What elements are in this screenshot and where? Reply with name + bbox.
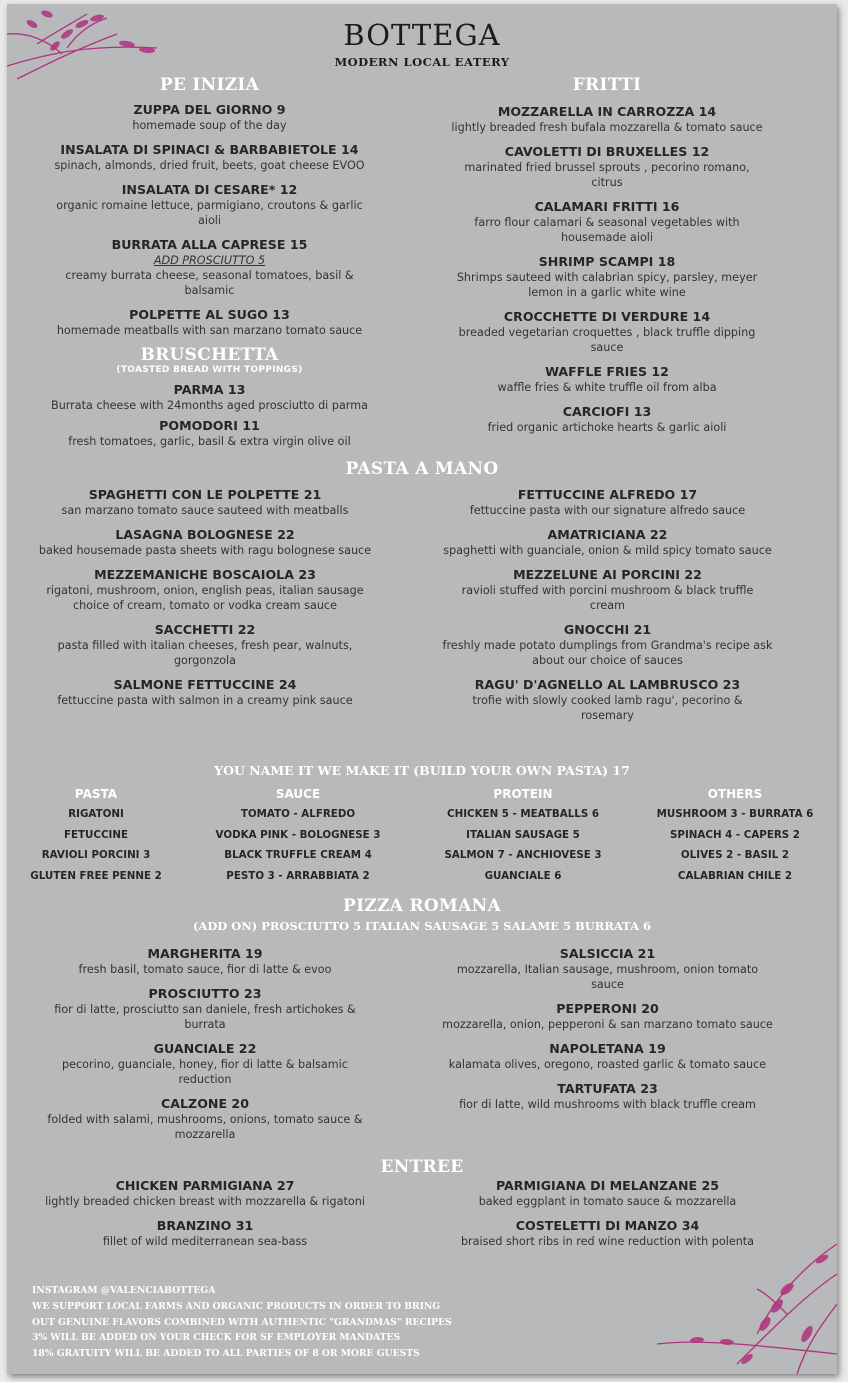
menu-item	[440, 946, 775, 992]
byo-column-heading: SAUCE	[275, 787, 321, 801]
byo-option: CHICKEN 5 - MEATBALLS 6	[447, 808, 599, 820]
item-name: CAVOLETTI DI BRUXELLES 12	[504, 144, 710, 159]
byo-option: ITALIAN SAUSAGE 5	[466, 828, 580, 841]
restaurant-tagline: MODERN LOCAL EATERY	[334, 55, 510, 69]
entree-left-list	[32, 1178, 378, 1258]
menu-item	[27, 182, 392, 228]
item-name: SACCHETTI 22	[154, 622, 256, 637]
item-description: baked eggplant in tomato sauce & mozzarella	[478, 1195, 737, 1208]
menu-item	[442, 144, 772, 190]
footer-line: 18% GRATUITY WILL BE ADDED TO ALL PARTIES OF 8 OR MORE GUESTS	[32, 1348, 420, 1360]
section-heading-fritti: FRITTI	[572, 75, 642, 95]
item-name: MOZZARELLA IN CARROZZA 14	[497, 104, 717, 119]
menu-item	[440, 1081, 775, 1112]
byo-column-heading: OTHERS	[707, 787, 763, 801]
item-description: lightly breaded chicken breast with mozzarella & rigatoni	[45, 1195, 365, 1208]
item-description: waffle fries & white truffle oil from alba	[497, 381, 717, 394]
item-name: NAPOLETANA 19	[549, 1041, 666, 1056]
item-name: SALMONE FETTUCCINE 24	[113, 677, 297, 692]
item-name: BURRATA ALLA CAPRESE 15	[111, 237, 308, 252]
pasta-left-list	[32, 487, 378, 717]
menu-item	[442, 404, 772, 435]
pizza-left-list	[32, 946, 378, 1151]
item-name: COSTELETTI DI MANZO 34	[515, 1218, 700, 1233]
byo-column-sauce	[202, 784, 394, 887]
menu-item	[440, 487, 775, 518]
byo-option: TOMATO - ALFREDO	[240, 808, 356, 820]
byo-option: RIGATONI	[68, 808, 124, 820]
item-name: MARGHERITA 19	[147, 946, 263, 961]
byo-column-others	[640, 784, 830, 887]
item-name: GNOCCHI 21	[563, 622, 652, 637]
item-name: RAGU' D'AGNELLO AL LAMBRUSCO 23	[474, 677, 741, 692]
item-description: farro flour calamari & seasonal vegetables with housemade aioli	[474, 216, 740, 244]
instagram-handle[interactable]: INSTAGRAM @VALENCIABOTTEGA	[32, 1285, 216, 1296]
item-description: baked housemade pasta sheets with ragu bolognese sauce	[38, 544, 372, 557]
menu-item	[442, 364, 772, 395]
item-description: spinach, almonds, dried fruit, beets, goat cheese EVOO	[54, 159, 365, 172]
item-description: fresh basil, tomato sauce, fior di latte & evoo	[78, 963, 332, 976]
section-heading-bruschetta: BRUSCHETTA	[140, 345, 279, 365]
section-heading-pe-inizia: PE INIZIA	[159, 75, 260, 95]
item-description: pecorino, guanciale, honey, fior di latte & balsamic reduction	[62, 1058, 348, 1086]
menu-item	[27, 418, 392, 449]
menu-item	[32, 1218, 378, 1249]
section-heading-entree: ENTREE	[380, 1157, 464, 1177]
item-name: WAFFLE FRIES 12	[545, 364, 669, 379]
byo-option: GUANCIALE 6	[484, 870, 562, 883]
item-name: PARMA 13	[173, 382, 246, 397]
item-description: pasta filled with italian cheeses, fresh pear, walnuts, gorgonzola	[57, 639, 353, 667]
item-name: LASAGNA BOLOGNESE 22	[115, 527, 295, 542]
menu-item	[440, 1041, 775, 1072]
footer-line: OUT GENUINE FLAVORS COMBINED WITH AUTHENTIC "GRANDMAS" RECIPES	[32, 1316, 452, 1328]
item-description: creamy burrata cheese, seasonal tomatoes, basil & balsamic	[65, 269, 354, 297]
menu-item	[440, 1178, 775, 1209]
section-heading-pasta-a-mano: PASTA A MANO	[345, 459, 499, 479]
byo-option: BLACK TRUFFLE CREAM 4	[224, 849, 372, 862]
menu-item	[442, 254, 772, 300]
byo-column-pasta	[7, 784, 185, 887]
item-addon-link[interactable]: ADD PROSCIUTTO 5	[153, 254, 266, 267]
restaurant-name: BOTTEGA	[343, 18, 501, 52]
menu-item	[440, 677, 775, 723]
item-name: MEZZEMANICHE BOSCAIOLA 23	[94, 567, 316, 582]
menu-item	[442, 104, 772, 135]
item-description: fior di latte, wild mushrooms with black truffle cream	[459, 1098, 756, 1111]
item-description: mozzarella, onion, pepperoni & san marzano tomato sauce	[442, 1018, 773, 1031]
item-name: CROCCHETTE DI VERDURE 14	[503, 309, 711, 324]
pe-inizia-list	[27, 102, 392, 347]
byo-option: GLUTEN FREE PENNE 2	[30, 870, 162, 883]
item-description: fior di latte, prosciutto san daniele, fresh artichokes & burrata	[54, 1003, 356, 1031]
menu-item	[32, 1041, 378, 1087]
pizza-addon-line: (ADD ON) PROSCIUTTO 5 ITALIAN SAUSAGE 5 SALAME 5 BURRATA 6	[192, 919, 652, 933]
menu-item	[440, 567, 775, 613]
menu-item	[32, 487, 378, 518]
byo-option: FETUCCINE	[63, 828, 129, 841]
item-name: CHICKEN PARMIGIANA 27	[115, 1178, 295, 1193]
item-description: marinated fried brussel sprouts , pecorino romano, citrus	[464, 161, 750, 189]
byo-option: RAVIOLI PORCINI 3	[41, 849, 151, 862]
item-name: ZUPPA DEL GIORNO 9	[133, 102, 286, 117]
item-description: fillet of wild mediterranean sea-bass	[102, 1235, 308, 1248]
byo-option: VODKA PINK - BOLOGNESE 3	[215, 828, 381, 841]
entree-right-list	[440, 1178, 775, 1258]
item-description: mozzarella, Italian sausage, mushroom, onion tomato sauce	[456, 963, 759, 991]
item-name: PARMIGIANA DI MELANZANE 25	[495, 1178, 720, 1193]
item-description: fresh tomatoes, garlic, basil & extra virgin olive oil	[68, 435, 351, 448]
pizza-right-list	[440, 946, 775, 1121]
item-name: TARTUFATA 23	[557, 1081, 658, 1096]
item-description: lightly breaded fresh bufala mozzarella & tomato sauce	[451, 121, 763, 134]
footer-notes	[32, 1283, 512, 1362]
menu-item	[32, 1096, 378, 1142]
menu-item	[442, 199, 772, 245]
menu-item	[27, 307, 392, 338]
item-name: PROSCIUTTO 23	[148, 986, 262, 1001]
menu-item	[27, 142, 392, 173]
menu-item	[440, 622, 775, 668]
item-description: folded with salami, mushrooms, onions, tomato sauce & mozzarella	[47, 1113, 363, 1141]
item-name: AMATRICIANA 22	[547, 527, 668, 542]
item-description: freshly made potato dumplings from Grandma's recipe ask about our choice of sauces	[442, 639, 773, 667]
item-name: SALSICCIA 21	[559, 946, 656, 961]
menu-item	[32, 622, 378, 668]
menu-item	[440, 1218, 775, 1249]
byo-option: PESTO 3 - ARRABBIATA 2	[226, 870, 370, 883]
fritti-list	[442, 104, 772, 444]
menu-item	[440, 1001, 775, 1032]
item-description: homemade meatballs with san marzano tomato sauce	[56, 324, 363, 337]
item-description: homemade soup of the day	[132, 119, 287, 132]
menu-item	[32, 986, 378, 1032]
byo-column-protein	[427, 784, 619, 887]
footer-line: 3% WILL BE ADDED ON YOUR CHECK FOR SF EMPLOYER MANDATES	[32, 1332, 401, 1344]
byo-column-heading: PASTA	[74, 787, 118, 801]
section-heading-pizza-romana: PIZZA ROMANA	[343, 896, 501, 916]
menu-page	[7, 4, 837, 1374]
item-description: kalamata olives, oregono, roasted garlic & tomato sauce	[448, 1058, 767, 1071]
menu-item	[442, 309, 772, 355]
byo-option: MUSHROOM 3 - BURRATA 6	[656, 808, 814, 820]
menu-item	[27, 237, 392, 298]
item-description: spaghetti with guanciale, onion & mild spicy tomato sauce	[443, 544, 772, 557]
item-description: rigatoni, mushroom, onion, english peas, italian sausage choice of cream, tomato or vodka cream sauce	[46, 584, 364, 612]
item-description: fried organic artichoke hearts & garlic aioli	[487, 421, 727, 434]
item-name: MEZZELUNE AI PORCINI 22	[513, 567, 702, 582]
item-description: trofie with slowly cooked lamb ragu', pecorino & rosemary	[472, 694, 743, 722]
footer-line: WE SUPPORT LOCAL FARMS AND ORGANIC PRODUCTS IN ORDER TO BRING	[32, 1300, 441, 1312]
menu-item	[440, 527, 775, 558]
pasta-right-list	[440, 487, 775, 732]
item-description: san marzano tomato sauce sauteed with meatballs	[61, 504, 349, 517]
menu-item	[27, 382, 392, 413]
menu-item	[32, 527, 378, 558]
item-name: PEPPERONI 20	[556, 1001, 659, 1016]
item-description: fettuccine pasta with salmon in a creamy pink sauce	[57, 694, 353, 707]
item-name: POMODORI 11	[159, 418, 260, 433]
menu-item	[32, 567, 378, 613]
item-description: Shrimps sauteed with calabrian spicy, parsley, meyer lemon in a garlic white wine	[456, 271, 758, 299]
item-description: ravioli stuffed with porcini mushroom & black truffle cream	[461, 584, 754, 612]
menu-item	[32, 946, 378, 977]
byo-option: CALABRIAN CHILE 2	[677, 870, 793, 883]
menu-item	[27, 102, 392, 133]
item-name: CALAMARI FRITTI 16	[534, 199, 680, 214]
item-description: organic romaine lettuce, parmigiano, croutons & garlic aioli	[56, 199, 363, 227]
section-subheading-bruschetta: (TOASTED BREAD WITH TOPPINGS)	[116, 365, 303, 375]
item-description: braised short ribs in red wine reduction with polenta	[460, 1235, 755, 1248]
item-name: INSALATA DI CESARE* 12	[121, 182, 298, 197]
section-heading-build-your-own: YOU NAME IT WE MAKE IT (BUILD YOUR OWN PASTA) 17	[214, 763, 630, 778]
item-description: breaded vegetarian croquettes , black truffle dipping sauce	[458, 326, 756, 354]
item-name: POLPETTE AL SUGO 13	[129, 307, 290, 322]
bruschetta-list	[27, 382, 392, 458]
item-description: fettuccine pasta with our signature alfredo sauce	[469, 504, 746, 517]
item-name: SHRIMP SCAMPI 18	[538, 254, 676, 269]
menu-item	[32, 677, 378, 708]
item-name: CARCIOFI 13	[562, 404, 652, 419]
item-description: Burrata cheese with 24months aged prosciutto di parma	[51, 399, 368, 412]
item-name: GUANCIALE 22	[153, 1041, 257, 1056]
item-name: BRANZINO 31	[156, 1218, 254, 1233]
byo-column-heading: PROTEIN	[493, 787, 553, 801]
byo-option: SALMON 7 - ANCHIOVESE 3	[444, 849, 602, 862]
byo-option: OLIVES 2 - BASIL 2	[680, 849, 790, 862]
byo-option: SPINACH 4 - CAPERS 2	[670, 828, 800, 841]
item-name: CALZONE 20	[161, 1096, 249, 1111]
item-name: INSALATA DI SPINACI & BARBABIETOLE 14	[60, 142, 359, 157]
item-name: FETTUCCINE ALFREDO 17	[517, 487, 698, 502]
item-name: SPAGHETTI CON LE POLPETTE 21	[88, 487, 322, 502]
menu-item	[32, 1178, 378, 1209]
